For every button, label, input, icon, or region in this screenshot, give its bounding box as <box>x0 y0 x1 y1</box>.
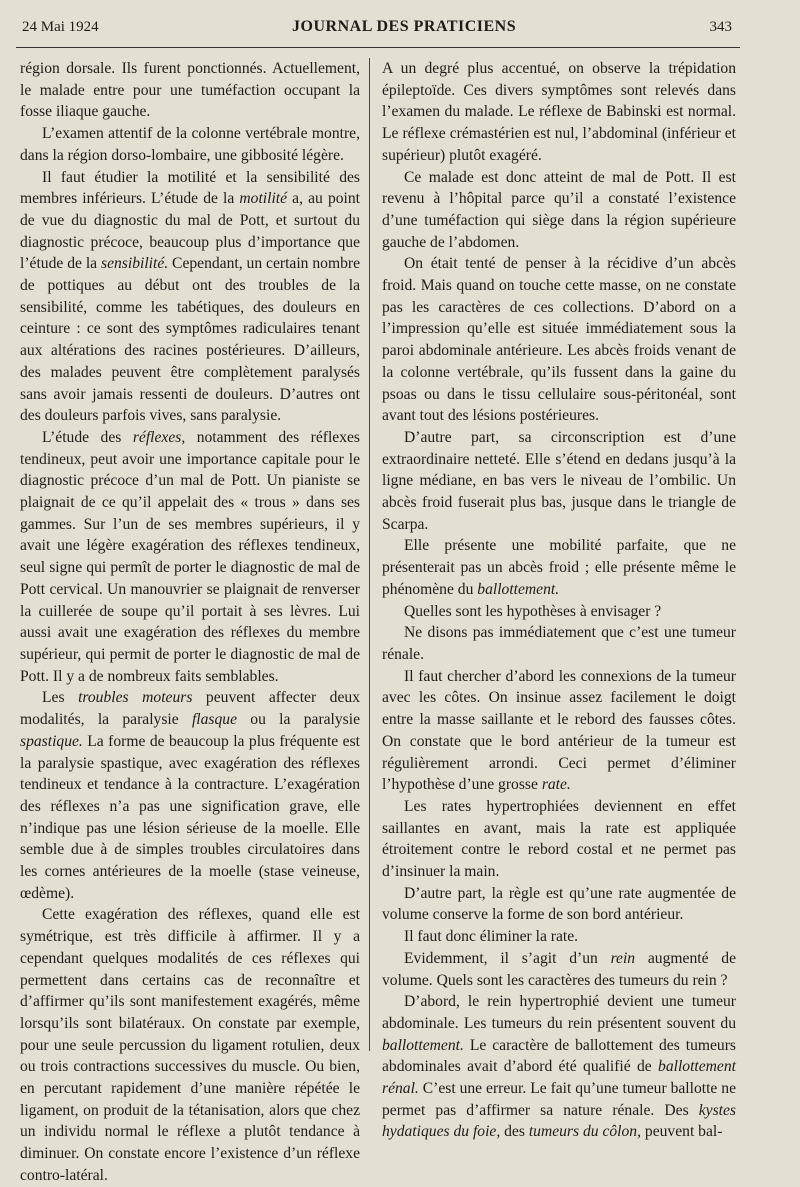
paragraph <box>382 427 736 536</box>
text-run: Les <box>42 689 79 707</box>
text-run: a, au point de vue du diagnostic du mal de Pott, et surtout du diagnostic précoce, beaucoup plus d’importance que l’étude de la <box>20 190 360 273</box>
text-run: On était tenté de penser à la récidive d’un abcès froid. Mais quand on touche cette masse, on ne constate pas les caractères de ces collections. D’abord on a l’impression qu’elle est située immédiatement sous la paroi abdominale antérieure. Les abcès froids venant de la colonne vertébrale, qu’ils fussent dans la gaine du psoas ou dans le tissu cellulaire sous-péritonéal, sont avant tout des lésions postérieures. <box>382 255 736 425</box>
paragraph <box>382 535 736 600</box>
issue-date: 24 Mai 1924 <box>22 19 99 35</box>
text-run: Quelles sont les hypothèses à envisager ? <box>404 602 662 620</box>
paragraph <box>382 253 736 427</box>
text-run: La forme de beaucoup la plus fréquente est la paralysie spastique, avec exagération des réflexes tendineux et tendance à la contracture. L’exagération des réflexes n’a pas une signification grave, elle n’indique pas une lésion sérieuse de la moelle. Elle semble due à de simples troubles circulatoires dans les cornes antérieures de la moelle (stase veineuse, œdème). <box>20 732 360 902</box>
text-run: notamment des réflexes tendineux, peut avoir une importance capitale pour le diagnostic précoce d’un mal de Pott. Un pianiste se plaignait de ce qu’il appelait des « trous » dans ses gammes. Sur l’un de ses membres supérieurs, il y avait une légère exagération des réflexes tendineux, seul signe qui permît de porter le diagnostic de mal de Pott cervical. Un manouvrier se plaignait de renverser la cuillerée de soupe qu’il portait à ses lèvres. Lui aussi avait une exagération des réflexes du membre supérieur, qui permit de porter le diagnostic de mal de Pott. Il y a de nombreux faits semblables. <box>20 428 360 685</box>
text-run: Ce malade est donc atteint de mal de Pott. Il est revenu à l’hôpital parce qu’il a constaté l’existence d’une tuméfaction qui siège dans la région supérieure gauche de l’abdomen. <box>382 168 736 251</box>
paragraph <box>382 622 736 665</box>
text-run: Il faut chercher d’abord les connexions de la tumeur avec les côtes. On insinue assez facilement le doigt entre la masse saillante et le rebord des fausses côtes. On constate que le bord antérieur de la tumeur est régulièrement arrondi. Ceci permet d’éliminer l’hypothèse d’une grosse <box>382 667 736 794</box>
text-run: Cette exagération des réflexes, quand elle est symétrique, est très difficile à affirmer. Il y a cependant quelques modalités de ces réflexes qui permettent dans certains cas de reconnaître et d’affirmer qu’ils sont manifestement exagérés, même lorsqu’ils sont bilatéraux. On constate par exemple, pour une seule percussion du ligament rotulien, deux ou trois contractions successives du muscle. Ou bien, en percutant rapidement d’une manière répétée le ligament, on produit de la tétanisation, alors que chez un individu normal le réflexe a plutôt tendance à diminuer. On constate encore l’existence d’un réflexe contro-latéral. <box>20 906 360 1184</box>
italic-text: motilité <box>239 190 288 208</box>
journal-title: JOURNAL DES PRATICIENS <box>292 18 517 35</box>
paragraph <box>382 58 736 167</box>
text-run: Il faut donc éliminer la rate. <box>404 928 579 946</box>
paragraph <box>382 926 736 948</box>
text-run: Les rates hypertrophiées deviennent en effet saillantes en avant, mais la rate est appliquée étroitement contre le rebord costal et ne permet pas d’insinuer la main. <box>382 797 736 881</box>
text-run: Evidemment, il s’agit d’un <box>404 949 611 967</box>
text-run: ou la paralysie <box>237 711 361 729</box>
paragraph <box>382 601 736 623</box>
paragraph <box>382 948 736 991</box>
right-column <box>382 58 736 1143</box>
paragraph <box>20 167 360 427</box>
paragraph <box>382 991 736 1143</box>
paragraph <box>382 167 736 254</box>
text-run: des <box>500 1123 529 1141</box>
paragraph <box>20 123 360 166</box>
italic-text: ballottement. <box>382 1036 464 1054</box>
text-run: Ne disons pas immédiatement que c’est une tumeur rénale. <box>382 624 736 663</box>
column-divider <box>369 58 370 1051</box>
italic-text: kystes hydatiques du foie, <box>382 1101 736 1141</box>
italic-text: réflexes, <box>132 428 186 446</box>
text-run: L’examen attentif de la colonne vertébrale montre, dans la région dorso-lombaire, une gibbosité légère. <box>20 125 360 164</box>
page-number: 343 <box>709 19 732 35</box>
paragraph <box>20 687 360 904</box>
text-run: région dorsale. Ils furent ponctionnés. Actuellement, le malade entre pour une tuméfaction occupant la fosse iliaque gauche. <box>20 60 360 121</box>
text-run: A un degré plus accentué, on observe la trépidation épileptoïde. Ces divers symptômes sont relevés dans l’examen du malade. Le réflexe de Babinski est normal. Le réflexe crémastérien est nul, l’abdominal (inférieur et supérieur) plutôt exagéré. <box>382 60 736 164</box>
italic-text: sensibilité. <box>101 255 169 273</box>
italic-text: rein <box>610 949 636 967</box>
left-column <box>20 58 360 1187</box>
italic-text: rate. <box>541 776 571 794</box>
text-run: D’autre part, sa circonscription est d’une extraordinaire netteté. Elle s’étend en dedans jusqu’à la ligne médiane, en bas vers le niveau de l’ombilic. Un abcès froid fuserait plus bas, jusque dans le triangle de Scarpa. <box>382 428 736 533</box>
paragraph <box>382 796 736 883</box>
paragraph <box>20 904 360 1186</box>
italic-text: flasque <box>191 711 237 729</box>
italic-text: tumeurs du côlon, <box>528 1123 642 1141</box>
header-rule <box>16 47 740 48</box>
text-run: Elle présente une mobilité parfaite, que ne présenterait pas un abcès froid ; elle présente même le phénomène du <box>382 537 736 598</box>
text-run: peuvent affecter deux modalités, la paralysie <box>20 689 360 729</box>
text-run: C’est une erreur. Le fait qu’une tumeur ballotte ne permet pas d’affirmer sa nature rénale. Des <box>382 1080 736 1119</box>
text-run: D’autre part, la règle est qu’une rate augmentée de volume conserve la forme de son bord antérieur. <box>382 884 736 924</box>
text-run: Il faut étudier la motilité et la sensibilité des membres inférieurs. L’étude de la <box>20 168 360 208</box>
page-header <box>22 18 732 42</box>
italic-text: ballottement rénal. <box>382 1058 736 1098</box>
paragraph <box>20 58 360 123</box>
text-run: peuvent bal- <box>641 1123 723 1141</box>
text-run: L’étude des <box>42 428 133 446</box>
italic-text: spastique. <box>20 732 83 750</box>
text-run: Le caractère de ballottement des tumeurs abdominales avait d’abord été qualifié de <box>382 1036 736 1076</box>
text-run: Cependant, un certain nombre de pottiques au début ont des troubles de la sensibilité, comme les tabétiques, des douleurs en ceinture : ce sont des symptômes radiculaires tenant aux altérations des racines postérieures. D’ailleurs, des malades peuvent être complètement paralysés sans avoir jamais ressenti de douleurs. D’autres ont des douleurs parfois vives, sans paralysie. <box>20 255 360 425</box>
paragraph <box>20 427 360 687</box>
italic-text: troubles moteurs <box>78 689 193 707</box>
italic-text: ballottement. <box>477 580 560 598</box>
text-run: augmenté de volume. Quels sont les caractères des tumeurs du rein ? <box>382 949 736 989</box>
paragraph <box>382 883 736 926</box>
paragraph <box>382 666 736 796</box>
text-run: D’abord, le rein hypertrophié devient une tumeur abdominale. Les tumeurs du rein présentent souvent du <box>382 993 736 1032</box>
